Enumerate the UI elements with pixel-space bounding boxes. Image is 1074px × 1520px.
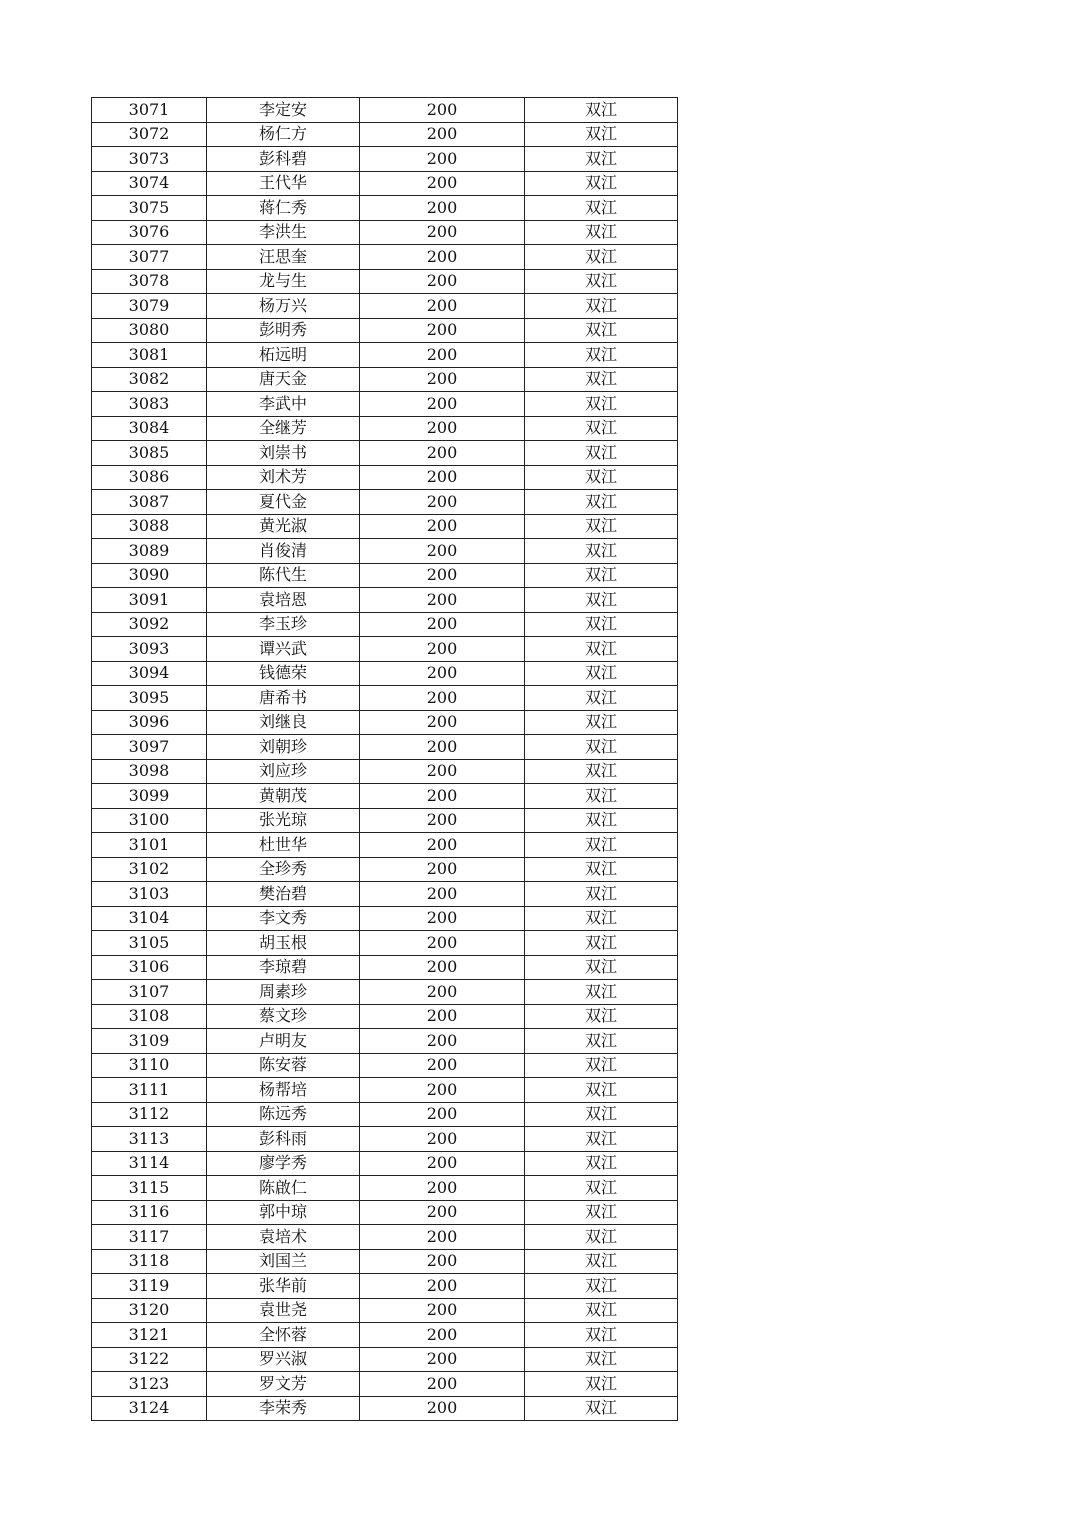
table-row [92, 343, 678, 368]
cell-name: 全怀蓉 [207, 1323, 360, 1348]
cell-name: 胡玉根 [207, 931, 360, 956]
cell-number: 3101 [92, 833, 207, 858]
table-row [92, 1078, 678, 1103]
cell-amount: 200 [360, 1274, 525, 1299]
cell-number: 3092 [92, 612, 207, 637]
table-row [92, 931, 678, 956]
cell-number: 3119 [92, 1274, 207, 1299]
cell-number: 3100 [92, 808, 207, 833]
cell-name: 全继芳 [207, 416, 360, 441]
cell-location: 双江 [525, 171, 678, 196]
cell-name: 李武中 [207, 392, 360, 417]
cell-number: 3079 [92, 294, 207, 319]
cell-amount: 200 [360, 416, 525, 441]
cell-name: 袁培术 [207, 1225, 360, 1250]
cell-location: 双江 [525, 514, 678, 539]
cell-name: 李文秀 [207, 906, 360, 931]
cell-number: 3082 [92, 367, 207, 392]
cell-number: 3098 [92, 759, 207, 784]
table-row [92, 98, 678, 123]
cell-amount: 200 [360, 1396, 525, 1421]
cell-location: 双江 [525, 416, 678, 441]
table-row [92, 514, 678, 539]
cell-name: 张华前 [207, 1274, 360, 1299]
cell-name: 肖俊清 [207, 539, 360, 564]
table-row [92, 122, 678, 147]
cell-number: 3124 [92, 1396, 207, 1421]
cell-location: 双江 [525, 808, 678, 833]
cell-location: 双江 [525, 1372, 678, 1397]
cell-number: 3088 [92, 514, 207, 539]
table-row [92, 1298, 678, 1323]
cell-location: 双江 [525, 1323, 678, 1348]
cell-name: 刘继良 [207, 710, 360, 735]
cell-amount: 200 [360, 1053, 525, 1078]
cell-location: 双江 [525, 245, 678, 270]
cell-name: 彭科雨 [207, 1127, 360, 1152]
cell-location: 双江 [525, 1053, 678, 1078]
cell-name: 樊治碧 [207, 882, 360, 907]
table-row [92, 465, 678, 490]
cell-location: 双江 [525, 1151, 678, 1176]
cell-amount: 200 [360, 465, 525, 490]
cell-name: 廖学秀 [207, 1151, 360, 1176]
table-row [92, 1347, 678, 1372]
cell-name: 黄光淑 [207, 514, 360, 539]
cell-amount: 200 [360, 367, 525, 392]
cell-number: 3073 [92, 147, 207, 172]
cell-name: 谭兴武 [207, 637, 360, 662]
cell-amount: 200 [360, 808, 525, 833]
cell-name: 杨仁方 [207, 122, 360, 147]
cell-amount: 200 [360, 1176, 525, 1201]
cell-name: 陈代生 [207, 563, 360, 588]
cell-amount: 200 [360, 1298, 525, 1323]
cell-location: 双江 [525, 759, 678, 784]
cell-amount: 200 [360, 1323, 525, 1348]
cell-location: 双江 [525, 857, 678, 882]
cell-amount: 200 [360, 122, 525, 147]
cell-number: 3095 [92, 686, 207, 711]
table-row [92, 490, 678, 515]
table-row [92, 392, 678, 417]
cell-location: 双江 [525, 1347, 678, 1372]
cell-number: 3077 [92, 245, 207, 270]
cell-location: 双江 [525, 539, 678, 564]
cell-amount: 200 [360, 196, 525, 221]
cell-number: 3083 [92, 392, 207, 417]
cell-name: 卢明友 [207, 1029, 360, 1054]
cell-number: 3084 [92, 416, 207, 441]
cell-location: 双江 [525, 931, 678, 956]
cell-number: 3112 [92, 1102, 207, 1127]
cell-name: 袁培恩 [207, 588, 360, 613]
table-row [92, 1274, 678, 1299]
table-row [92, 1372, 678, 1397]
cell-amount: 200 [360, 539, 525, 564]
cell-number: 3110 [92, 1053, 207, 1078]
cell-amount: 200 [360, 857, 525, 882]
table-row [92, 196, 678, 221]
table-row [92, 539, 678, 564]
cell-location: 双江 [525, 637, 678, 662]
table-row [92, 833, 678, 858]
table-row [92, 661, 678, 686]
cell-location: 双江 [525, 563, 678, 588]
cell-number: 3080 [92, 318, 207, 343]
table-row [92, 318, 678, 343]
cell-name: 柘远明 [207, 343, 360, 368]
table-row [92, 686, 678, 711]
cell-location: 双江 [525, 465, 678, 490]
cell-number: 3078 [92, 269, 207, 294]
cell-amount: 200 [360, 294, 525, 319]
cell-number: 3096 [92, 710, 207, 735]
table-row [92, 612, 678, 637]
table-row [92, 588, 678, 613]
cell-amount: 200 [360, 490, 525, 515]
cell-amount: 200 [360, 245, 525, 270]
cell-name: 罗文芳 [207, 1372, 360, 1397]
table-row [92, 147, 678, 172]
cell-name: 彭明秀 [207, 318, 360, 343]
cell-number: 3114 [92, 1151, 207, 1176]
cell-number: 3117 [92, 1225, 207, 1250]
cell-number: 3072 [92, 122, 207, 147]
cell-name: 刘朝珍 [207, 735, 360, 760]
cell-location: 双江 [525, 1102, 678, 1127]
cell-amount: 200 [360, 98, 525, 123]
cell-name: 李洪生 [207, 220, 360, 245]
cell-location: 双江 [525, 955, 678, 980]
cell-number: 3086 [92, 465, 207, 490]
cell-name: 蒋仁秀 [207, 196, 360, 221]
cell-amount: 200 [360, 563, 525, 588]
cell-name: 杜世华 [207, 833, 360, 858]
cell-amount: 200 [360, 220, 525, 245]
cell-number: 3081 [92, 343, 207, 368]
table-row [92, 220, 678, 245]
cell-number: 3074 [92, 171, 207, 196]
cell-name: 罗兴淑 [207, 1347, 360, 1372]
cell-amount: 200 [360, 906, 525, 931]
table-body [92, 98, 678, 1421]
cell-name: 陈啟仁 [207, 1176, 360, 1201]
cell-amount: 200 [360, 269, 525, 294]
cell-amount: 200 [360, 392, 525, 417]
table-row [92, 710, 678, 735]
cell-name: 刘崇书 [207, 441, 360, 466]
cell-number: 3102 [92, 857, 207, 882]
cell-number: 3089 [92, 539, 207, 564]
cell-location: 双江 [525, 661, 678, 686]
cell-number: 3120 [92, 1298, 207, 1323]
cell-number: 3113 [92, 1127, 207, 1152]
cell-amount: 200 [360, 1249, 525, 1274]
cell-location: 双江 [525, 367, 678, 392]
cell-location: 双江 [525, 1078, 678, 1103]
cell-amount: 200 [360, 637, 525, 662]
data-table [91, 97, 678, 1421]
cell-amount: 200 [360, 171, 525, 196]
cell-amount: 200 [360, 882, 525, 907]
cell-location: 双江 [525, 1200, 678, 1225]
cell-number: 3123 [92, 1372, 207, 1397]
cell-name: 彭科碧 [207, 147, 360, 172]
cell-name: 王代华 [207, 171, 360, 196]
cell-number: 3076 [92, 220, 207, 245]
table-row [92, 1323, 678, 1348]
table-row [92, 1127, 678, 1152]
cell-number: 3106 [92, 955, 207, 980]
cell-location: 双江 [525, 1298, 678, 1323]
cell-amount: 200 [360, 1102, 525, 1127]
cell-location: 双江 [525, 147, 678, 172]
table-row [92, 441, 678, 466]
cell-amount: 200 [360, 343, 525, 368]
cell-number: 3115 [92, 1176, 207, 1201]
cell-location: 双江 [525, 735, 678, 760]
cell-amount: 200 [360, 784, 525, 809]
cell-amount: 200 [360, 759, 525, 784]
cell-number: 3116 [92, 1200, 207, 1225]
table-row [92, 980, 678, 1005]
table-row [92, 955, 678, 980]
table-row [92, 294, 678, 319]
cell-number: 3108 [92, 1004, 207, 1029]
table-row [92, 1029, 678, 1054]
cell-number: 3075 [92, 196, 207, 221]
cell-amount: 200 [360, 661, 525, 686]
cell-amount: 200 [360, 833, 525, 858]
table-row [92, 784, 678, 809]
cell-amount: 200 [360, 318, 525, 343]
cell-amount: 200 [360, 980, 525, 1005]
cell-number: 3094 [92, 661, 207, 686]
table-row [92, 416, 678, 441]
cell-location: 双江 [525, 1274, 678, 1299]
cell-amount: 200 [360, 1151, 525, 1176]
cell-name: 全珍秀 [207, 857, 360, 882]
cell-number: 3105 [92, 931, 207, 956]
cell-name: 张光琼 [207, 808, 360, 833]
cell-name: 夏代金 [207, 490, 360, 515]
table-row [92, 1102, 678, 1127]
cell-location: 双江 [525, 392, 678, 417]
cell-location: 双江 [525, 906, 678, 931]
cell-name: 李荣秀 [207, 1396, 360, 1421]
table-row [92, 1176, 678, 1201]
cell-amount: 200 [360, 955, 525, 980]
cell-amount: 200 [360, 710, 525, 735]
cell-number: 3107 [92, 980, 207, 1005]
table-row [92, 808, 678, 833]
cell-location: 双江 [525, 196, 678, 221]
cell-name: 袁世尧 [207, 1298, 360, 1323]
cell-location: 双江 [525, 122, 678, 147]
cell-location: 双江 [525, 1029, 678, 1054]
cell-amount: 200 [360, 441, 525, 466]
cell-number: 3093 [92, 637, 207, 662]
cell-location: 双江 [525, 220, 678, 245]
cell-name: 周素珍 [207, 980, 360, 1005]
cell-amount: 200 [360, 514, 525, 539]
table-row [92, 857, 678, 882]
cell-name: 陈远秀 [207, 1102, 360, 1127]
cell-location: 双江 [525, 1225, 678, 1250]
cell-name: 李定安 [207, 98, 360, 123]
cell-number: 3118 [92, 1249, 207, 1274]
table-row [92, 245, 678, 270]
table-row [92, 563, 678, 588]
cell-location: 双江 [525, 1127, 678, 1152]
cell-name: 唐希书 [207, 686, 360, 711]
cell-location: 双江 [525, 98, 678, 123]
cell-number: 3109 [92, 1029, 207, 1054]
cell-amount: 200 [360, 147, 525, 172]
cell-location: 双江 [525, 294, 678, 319]
cell-number: 3111 [92, 1078, 207, 1103]
cell-name: 龙与生 [207, 269, 360, 294]
cell-location: 双江 [525, 1249, 678, 1274]
table-row [92, 759, 678, 784]
table-row [92, 1004, 678, 1029]
cell-name: 李玉珍 [207, 612, 360, 637]
cell-location: 双江 [525, 490, 678, 515]
table-row [92, 906, 678, 931]
cell-number: 3090 [92, 563, 207, 588]
cell-name: 汪思奎 [207, 245, 360, 270]
cell-name: 唐天金 [207, 367, 360, 392]
table-row [92, 1151, 678, 1176]
cell-location: 双江 [525, 833, 678, 858]
table-row [92, 1249, 678, 1274]
cell-location: 双江 [525, 882, 678, 907]
cell-number: 3087 [92, 490, 207, 515]
cell-location: 双江 [525, 686, 678, 711]
cell-location: 双江 [525, 612, 678, 637]
cell-amount: 200 [360, 1372, 525, 1397]
cell-location: 双江 [525, 1396, 678, 1421]
cell-amount: 200 [360, 1225, 525, 1250]
cell-location: 双江 [525, 1004, 678, 1029]
cell-number: 3121 [92, 1323, 207, 1348]
table-row [92, 1225, 678, 1250]
cell-number: 3104 [92, 906, 207, 931]
table-row [92, 637, 678, 662]
cell-location: 双江 [525, 784, 678, 809]
table-row [92, 269, 678, 294]
cell-location: 双江 [525, 588, 678, 613]
cell-location: 双江 [525, 343, 678, 368]
cell-name: 刘国兰 [207, 1249, 360, 1274]
cell-name: 李琼碧 [207, 955, 360, 980]
cell-name: 郭中琼 [207, 1200, 360, 1225]
cell-amount: 200 [360, 612, 525, 637]
cell-location: 双江 [525, 1176, 678, 1201]
cell-number: 3122 [92, 1347, 207, 1372]
cell-location: 双江 [525, 980, 678, 1005]
cell-name: 蔡文珍 [207, 1004, 360, 1029]
cell-name: 刘术芳 [207, 465, 360, 490]
cell-location: 双江 [525, 269, 678, 294]
cell-amount: 200 [360, 1029, 525, 1054]
cell-amount: 200 [360, 686, 525, 711]
cell-name: 杨帮培 [207, 1078, 360, 1103]
cell-number: 3071 [92, 98, 207, 123]
cell-name: 黄朝茂 [207, 784, 360, 809]
cell-amount: 200 [360, 1127, 525, 1152]
cell-location: 双江 [525, 710, 678, 735]
cell-amount: 200 [360, 735, 525, 760]
cell-amount: 200 [360, 588, 525, 613]
table-row [92, 882, 678, 907]
table-row [92, 735, 678, 760]
cell-name: 钱德荣 [207, 661, 360, 686]
cell-location: 双江 [525, 441, 678, 466]
cell-number: 3097 [92, 735, 207, 760]
cell-name: 杨万兴 [207, 294, 360, 319]
table-row [92, 1053, 678, 1078]
cell-number: 3091 [92, 588, 207, 613]
table-row [92, 1200, 678, 1225]
cell-amount: 200 [360, 1347, 525, 1372]
table-row [92, 367, 678, 392]
cell-number: 3103 [92, 882, 207, 907]
cell-amount: 200 [360, 1200, 525, 1225]
cell-amount: 200 [360, 931, 525, 956]
cell-name: 刘应珍 [207, 759, 360, 784]
cell-name: 陈安蓉 [207, 1053, 360, 1078]
table-row [92, 171, 678, 196]
cell-location: 双江 [525, 318, 678, 343]
cell-number: 3099 [92, 784, 207, 809]
cell-amount: 200 [360, 1004, 525, 1029]
cell-amount: 200 [360, 1078, 525, 1103]
table-row [92, 1396, 678, 1421]
cell-number: 3085 [92, 441, 207, 466]
